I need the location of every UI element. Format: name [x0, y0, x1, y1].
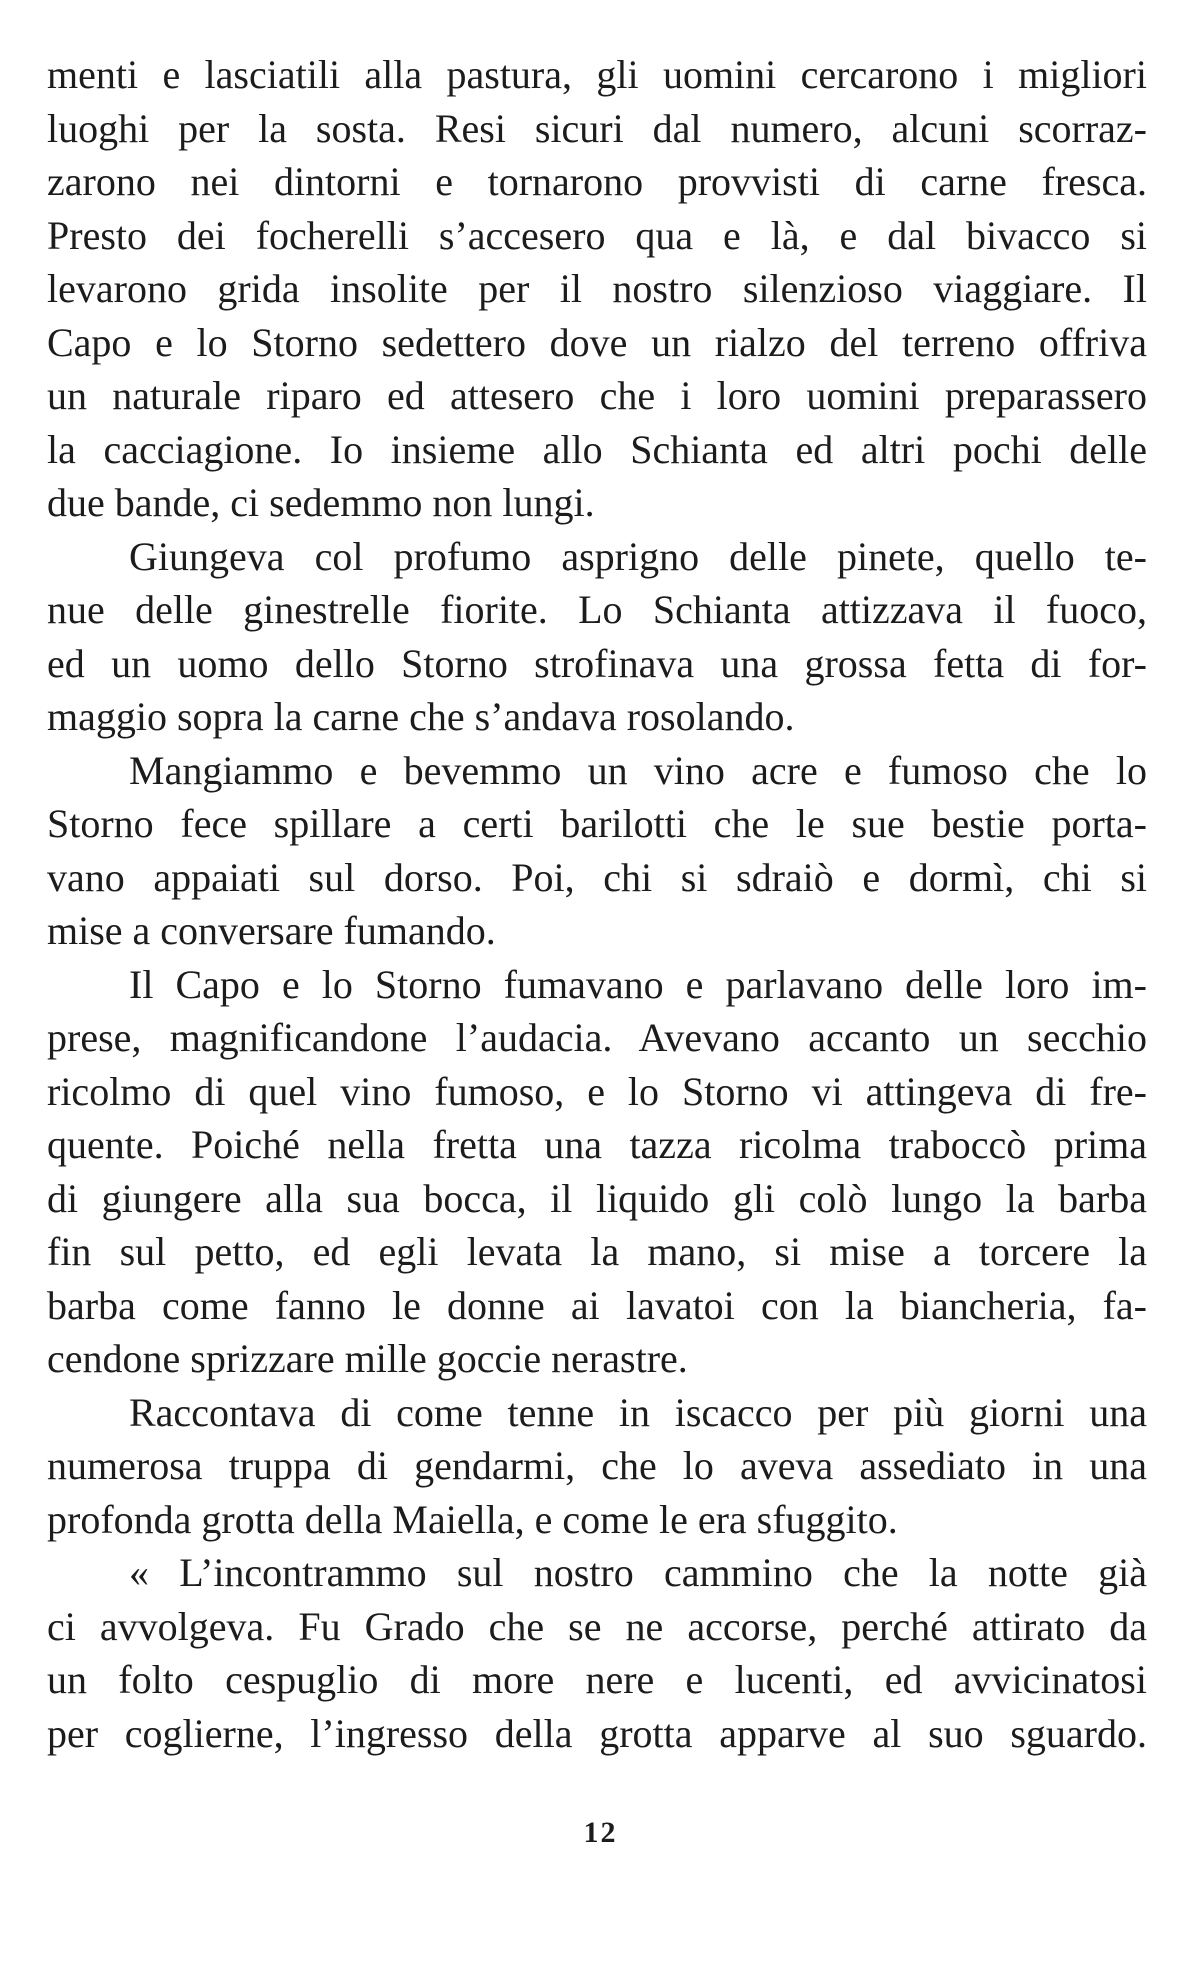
text-line: luoghi per la sosta. Resi sicuri dal numero, alcuni scorraz- [47, 105, 1147, 151]
text-line: un naturale riparo ed attesero che i loro uomini preparassero [47, 373, 1147, 418]
text-line: prese, magnificandone l’audacia. Avevano accanto un secchio [47, 1015, 1147, 1060]
text-line: Storno fece spillare a certi barilotti che le sue bestie porta- [47, 801, 1147, 846]
text-line: un folto cespuglio di more nere e lucenti, ed avvicinatosi [47, 1657, 1147, 1702]
text-line: Raccontava di come tenne in iscacco per più giorni una [129, 1389, 1147, 1435]
text-line: quente. Poiché nella fretta una tazza ricolma traboccò prima [47, 1122, 1147, 1167]
text-line: Il Capo e lo Storno fumavano e parlavano delle loro im- [129, 961, 1147, 1007]
text-line: ci avvolgeva. Fu Grado che se ne accorse, perché attirato da [47, 1603, 1147, 1649]
text-line: levarono grida insolite per il nostro silenzioso viaggiare. Il [47, 266, 1147, 311]
text-line: menti e lasciatili alla pastura, gli uomini cercarono i migliori [47, 52, 1147, 97]
body-text [47, 48, 1147, 1760]
paragraph [47, 1386, 1147, 1547]
text-line: maggio sopra la carne che s’andava rosolando. [47, 694, 795, 739]
text-line: barba come fanno le donne ai lavatoi con la biancheria, fa- [47, 1282, 1147, 1328]
text-line: cendone sprizzare mille goccie nerastre. [47, 1336, 688, 1381]
page-number: 12 [583, 1816, 618, 1849]
text-line: Capo e lo Storno sedettero dove un rialzo del terreno offriva [47, 319, 1147, 365]
text-line: due bande, ci sedemmo non lungi. [47, 480, 595, 525]
paragraph [47, 958, 1147, 1386]
text-line: numerosa truppa di gendarmi, che lo aveva assediato in una [47, 1443, 1147, 1488]
text-line: Presto dei focherelli s’accesero qua e là, e dal bivacco si [47, 212, 1147, 258]
text-line: la cacciagione. Io insieme allo Schianta ed altri pochi delle [47, 426, 1147, 472]
paragraph [47, 530, 1147, 744]
text-line: ed un uomo dello Storno strofinava una grossa fetta di for- [47, 640, 1147, 686]
text-line: nue delle ginestrelle fiorite. Lo Schianta attizzava il fuoco, [47, 587, 1147, 632]
text-line: profonda grotta della Maiella, e come le era sfuggito. [47, 1496, 898, 1542]
text-line: mise a conversare fumando. [47, 908, 496, 953]
text-line: « L’incontrammo sul nostro cammino che la notte già [129, 1550, 1147, 1595]
text-line: fin sul petto, ed egli levata la mano, si mise a torcere la [47, 1229, 1147, 1274]
paragraph [47, 1546, 1147, 1760]
text-line: Giungeva col profumo asprigno delle pinete, quello te- [129, 533, 1147, 579]
paragraph [47, 744, 1147, 958]
text-line: vano appaiati sul dorso. Poi, chi si sdraiò e dormì, chi si [47, 854, 1147, 900]
paragraph [47, 48, 1147, 530]
text-line: Mangiammo e bevemmo un vino acre e fumoso che lo [129, 747, 1147, 793]
text-line: ricolmo di quel vino fumoso, e lo Storno vi attingeva di fre- [47, 1068, 1147, 1114]
text-line: zarono nei dintorni e tornarono provvisti di carne fresca. [47, 159, 1147, 204]
text-line: di giungere alla sua bocca, il liquido gli colò lungo la barba [47, 1175, 1147, 1221]
text-line: per coglierne, l’ingresso della grotta apparve al suo sguardo. [47, 1710, 1147, 1756]
